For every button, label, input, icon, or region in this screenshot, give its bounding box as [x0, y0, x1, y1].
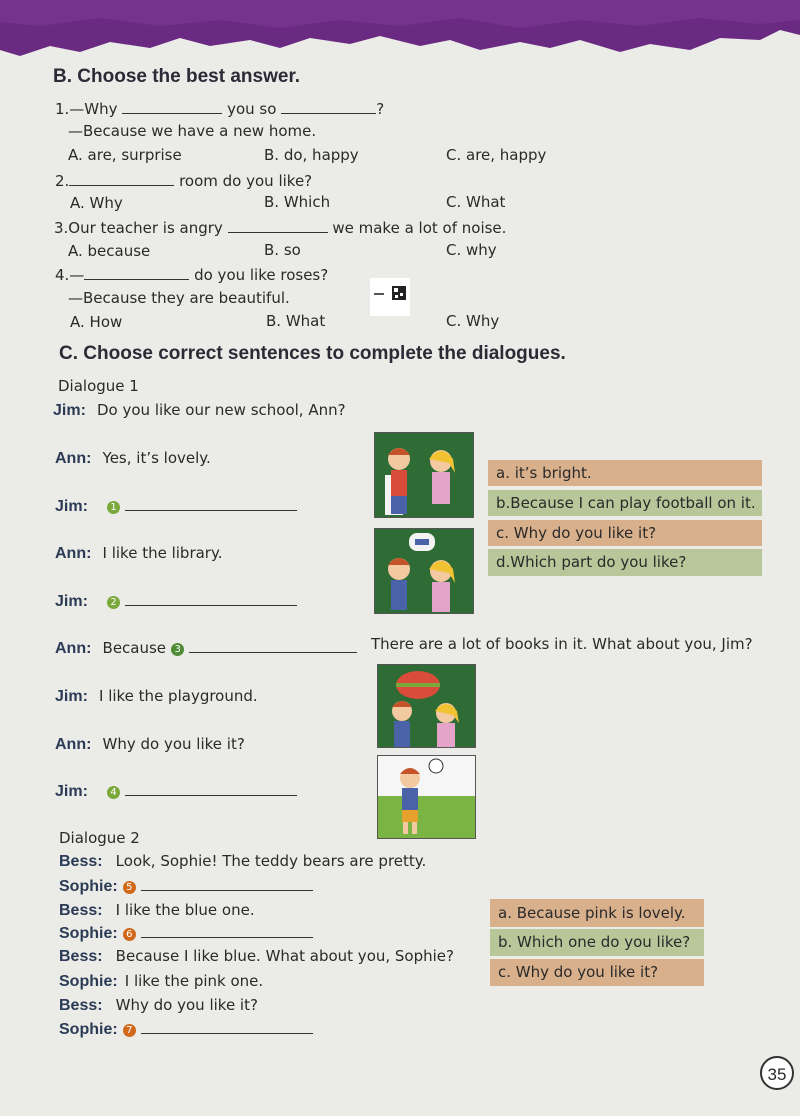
d1-line-3: [55, 496, 297, 516]
illustration-kids-library: [374, 528, 474, 614]
header-banner: [0, 0, 800, 70]
speaker-name: Jim:: [53, 402, 86, 419]
speaker-name: Jim:: [55, 783, 88, 800]
q1-option-c[interactable]: C. are, happy: [446, 146, 547, 164]
q2-blank[interactable]: [69, 171, 174, 186]
d1-line-2: [55, 448, 211, 468]
d1-option-c[interactable]: c. Why do you like it?: [488, 520, 762, 546]
q1-answer-line: —Because we have a new home.: [68, 122, 317, 140]
d1-line-5: [55, 591, 297, 611]
speaker-name: Ann:: [55, 640, 92, 657]
q2-text: room do you like?: [179, 172, 313, 190]
speaker-name: Ann:: [55, 736, 92, 753]
q1-option-b[interactable]: B. do, happy: [264, 146, 359, 164]
blank-number-badge: 4: [107, 786, 120, 799]
speaker-name: Ann:: [55, 450, 92, 467]
d2-option-a[interactable]: a. Because pink is lovely.: [490, 899, 704, 927]
q4-option-b[interactable]: B. What: [266, 312, 326, 330]
dialogue-2-options: [490, 899, 704, 987]
d1-line-7: [55, 686, 258, 706]
blank-number-badge: 1: [107, 501, 120, 514]
question-1: [55, 99, 384, 118]
d2-line-3: [59, 900, 255, 920]
q2-option-a[interactable]: A. Why: [70, 194, 123, 212]
d2-line-1: [59, 851, 426, 871]
d1-line-6: [55, 638, 357, 658]
q3-blank[interactable]: [228, 218, 328, 233]
answer-blank[interactable]: [125, 781, 297, 796]
answer-blank[interactable]: [141, 1019, 313, 1034]
d1-line-8: [55, 734, 245, 754]
speaker-name: Bess:: [59, 902, 103, 919]
speaker-name: Bess:: [59, 997, 103, 1014]
d2-line-4: [59, 923, 313, 943]
blank-number-badge: 2: [107, 596, 120, 609]
q1-blank-2[interactable]: [281, 99, 376, 114]
line-text: Look, Sophie! The teddy bears are pretty.: [115, 852, 427, 870]
d2-line-5: [59, 946, 454, 966]
speaker-name: Sophie:: [59, 1021, 118, 1038]
line-text: Yes, it’s lovely.: [102, 449, 211, 467]
question-2: [55, 171, 312, 190]
line-text: I like the library.: [102, 544, 223, 562]
d1-line-4: [55, 543, 222, 563]
dialogue-1-label: Dialogue 1: [58, 377, 139, 395]
d2-line-7: [59, 995, 258, 1015]
question-4: [55, 265, 328, 284]
line-text: Why do you like it?: [102, 735, 245, 753]
d1-option-b[interactable]: b.Because I can play football on it.: [488, 490, 762, 516]
qr-code: [370, 278, 410, 316]
line-text: Do you like our new school, Ann?: [97, 401, 346, 419]
blank-number-badge: 5: [123, 881, 136, 894]
d2-option-b[interactable]: b. Which one do you like?: [490, 929, 704, 956]
dialogue-2-label: Dialogue 2: [59, 829, 140, 847]
dialogue-1-options: [488, 460, 762, 576]
blank-number-badge: 7: [123, 1024, 136, 1037]
q4-blank[interactable]: [84, 265, 189, 280]
line-text: I like the pink one.: [124, 972, 264, 990]
q2-num: 2.: [55, 172, 70, 190]
speaker-name: Jim:: [55, 593, 88, 610]
line-text: I like the blue one.: [115, 901, 255, 919]
section-b-title: B. Choose the best answer.: [53, 66, 301, 87]
q4-answer-line: —Because they are beautiful.: [68, 289, 290, 307]
q3-text-2: we make a lot of noise.: [332, 219, 507, 237]
speaker-name: Jim:: [55, 688, 88, 705]
d1-line-9: [55, 781, 297, 801]
d2-line-2: [59, 876, 313, 896]
answer-blank[interactable]: [125, 496, 297, 511]
answer-blank[interactable]: [141, 876, 313, 891]
d2-line-8: [59, 1019, 313, 1039]
q4-num: 4.—: [55, 266, 85, 284]
q2-option-b[interactable]: B. Which: [264, 193, 331, 211]
q3-option-c[interactable]: C. why: [446, 241, 497, 259]
q3-option-a[interactable]: A. because: [68, 242, 151, 260]
speaker-name: Bess:: [59, 948, 103, 965]
speaker-name: Ann:: [55, 545, 92, 562]
d1-line-6-after: There are a lot of books in it. What about you, Jim?: [371, 635, 753, 653]
q1-text-a: 1.—Why: [55, 100, 118, 118]
answer-blank[interactable]: [141, 923, 313, 938]
q3-text-1: 3.Our teacher is angry: [54, 219, 223, 237]
q1-text-c: ?: [376, 100, 385, 118]
speaker-name: Sophie:: [59, 925, 118, 942]
speaker-name: Jim:: [55, 498, 88, 515]
speaker-name: Sophie:: [59, 878, 118, 895]
q4-text: do you like roses?: [194, 266, 329, 284]
line-text: I like the playground.: [99, 687, 258, 705]
line-text: Because I like blue. What about you, Sophie?: [115, 947, 454, 965]
q1-option-a[interactable]: A. are, surprise: [68, 146, 182, 164]
blank-number-badge: 3: [171, 643, 184, 656]
q1-blank-1[interactable]: [122, 99, 222, 114]
speaker-name: Sophie:: [59, 973, 118, 990]
line-text: Why do you like it?: [115, 996, 258, 1014]
illustration-boy-football: [377, 755, 476, 839]
q4-option-c[interactable]: C. Why: [446, 312, 500, 330]
page-number: 35: [760, 1056, 794, 1090]
d1-option-a[interactable]: a. it’s bright.: [488, 460, 762, 486]
speaker-name: Bess:: [59, 853, 103, 870]
q3-option-b[interactable]: B. so: [264, 241, 301, 259]
illustration-kids-classroom: [374, 432, 474, 518]
d2-line-6: [59, 971, 263, 991]
d1-option-d[interactable]: d.Which part do you like?: [488, 549, 762, 576]
question-3: [54, 218, 506, 237]
blank-number-badge: 6: [123, 928, 136, 941]
q2-option-c[interactable]: C. What: [446, 193, 506, 211]
illustration-kids-playground: [377, 664, 476, 748]
q1-text-b: you so: [227, 100, 277, 118]
line-text: Because: [102, 639, 167, 657]
d2-option-c[interactable]: c. Why do you like it?: [490, 959, 704, 986]
section-c-title: C. Choose correct sentences to complete the dialogues.: [59, 343, 566, 364]
d1-line-1: [53, 400, 346, 420]
answer-blank[interactable]: [125, 591, 297, 606]
q4-option-a[interactable]: A. How: [70, 313, 123, 331]
answer-blank[interactable]: [189, 638, 357, 653]
